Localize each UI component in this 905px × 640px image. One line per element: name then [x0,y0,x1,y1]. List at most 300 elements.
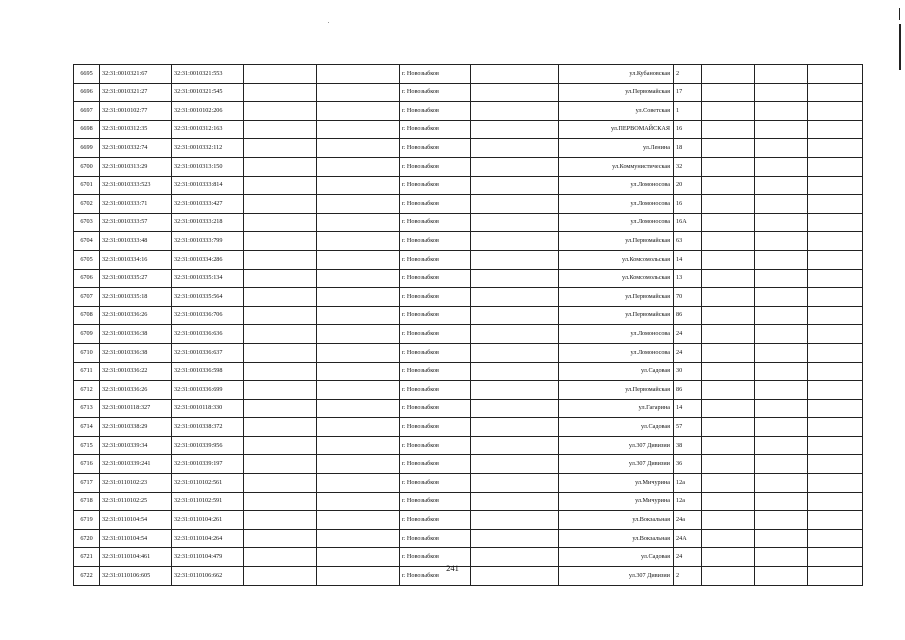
blank-cell-cell [244,362,317,381]
house-number-cell: 86 [674,306,702,325]
blank-cell-cell [244,418,317,437]
blank-cell-cell [702,213,755,232]
street-cell: ул.Первомайская [559,288,674,307]
blank-cell-cell [755,511,808,530]
locality-cell: г. Новозыбков [400,381,471,400]
cadastral-number-cell: 32:31:0110104:461 [100,548,172,567]
object-cadastral-number-cell: 32:31:0110102:591 [172,492,244,511]
object-cadastral-number-cell: 32:31:0010338:372 [172,418,244,437]
blank-cell-cell [702,288,755,307]
blank-cell-cell [471,492,559,511]
blank-cell-cell [755,139,808,158]
object-cadastral-number-cell: 32:31:0010336:637 [172,343,244,362]
blank-cell-cell [317,83,400,102]
blank-cell-cell [808,250,863,269]
row-number-cell: 6717 [74,474,100,493]
blank-cell-cell [244,65,317,84]
locality-cell: г. Новозыбков [400,288,471,307]
house-number-cell: 24А [674,529,702,548]
street-cell: ул.Комсомольская [559,269,674,288]
object-cadastral-number-cell: 32:31:0010336:706 [172,306,244,325]
house-number-cell: 12а [674,492,702,511]
blank-cell-cell [317,381,400,400]
object-cadastral-number-cell: 32:31:0010339:197 [172,455,244,474]
blank-cell-cell [244,102,317,121]
blank-cell-cell [471,362,559,381]
blank-cell-cell [702,362,755,381]
table-row [74,362,863,381]
row-number-cell: 6706 [74,269,100,288]
street-cell: ул.Советская [559,102,674,121]
table-row [74,474,863,493]
table-row [74,157,863,176]
blank-cell-cell [471,139,559,158]
object-cadastral-number-cell: 32:31:0010333:427 [172,195,244,214]
street-cell: ул.ПЕРВОМАЙСКАЯ [559,120,674,139]
house-number-cell: 24а [674,511,702,530]
house-number-cell: 24 [674,548,702,567]
table-row [74,288,863,307]
blank-cell-cell [244,83,317,102]
blank-cell-cell [808,306,863,325]
street-cell: ул.Мичурина [559,474,674,493]
cadastral-number-cell: 32:31:0010339:34 [100,436,172,455]
blank-cell-cell [471,120,559,139]
row-number-cell: 6708 [74,306,100,325]
blank-cell-cell [317,120,400,139]
blank-cell-cell [702,102,755,121]
blank-cell-cell [755,325,808,344]
blank-cell-cell [808,418,863,437]
blank-cell-cell [808,83,863,102]
locality-cell: г. Новозыбков [400,176,471,195]
house-number-cell: 36 [674,455,702,474]
locality-cell: г. Новозыбков [400,213,471,232]
row-number-cell: 6721 [74,548,100,567]
street-cell: ул.Ломоносова [559,213,674,232]
row-number-cell: 6702 [74,195,100,214]
blank-cell-cell [471,306,559,325]
object-cadastral-number-cell: 32:31:0010102:206 [172,102,244,121]
house-number-cell: 86 [674,381,702,400]
house-number-cell: 13 [674,269,702,288]
street-cell: ул.Первомайская [559,83,674,102]
blank-cell-cell [755,474,808,493]
blank-cell-cell [317,250,400,269]
blank-cell-cell [317,455,400,474]
blank-cell-cell [808,65,863,84]
table-row [74,139,863,158]
locality-cell: г. Новозыбков [400,548,471,567]
blank-cell-cell [317,511,400,530]
blank-cell-cell [808,232,863,251]
blank-cell-cell [755,65,808,84]
object-cadastral-number-cell: 32:31:0010332:112 [172,139,244,158]
cadastral-number-cell: 32:31:0110104:54 [100,511,172,530]
cadastral-number-cell: 32:31:0010333:48 [100,232,172,251]
object-cadastral-number-cell: 32:31:0010336:636 [172,325,244,344]
blank-cell-cell [471,176,559,195]
locality-cell: г. Новозыбков [400,399,471,418]
blank-cell-cell [808,381,863,400]
row-number-cell: 6704 [74,232,100,251]
locality-cell: г. Новозыбков [400,250,471,269]
table-row [74,511,863,530]
object-cadastral-number-cell: 32:31:0110104:261 [172,511,244,530]
blank-cell-cell [755,455,808,474]
blank-cell-cell [317,102,400,121]
street-cell: ул.307 Дивизии [559,567,674,586]
blank-cell-cell [702,139,755,158]
locality-cell: г. Новозыбков [400,306,471,325]
house-number-cell: 30 [674,362,702,381]
blank-cell-cell [702,399,755,418]
row-number-cell: 6705 [74,250,100,269]
blank-cell-cell [471,232,559,251]
street-cell: ул.Первомайская [559,306,674,325]
blank-cell-cell [317,343,400,362]
locality-cell: г. Новозыбков [400,529,471,548]
blank-cell-cell [471,511,559,530]
object-cadastral-number-cell: 32:31:0010336:699 [172,381,244,400]
blank-cell-cell [702,195,755,214]
blank-cell-cell [317,195,400,214]
blank-cell-cell [808,269,863,288]
blank-cell-cell [755,362,808,381]
blank-cell-cell [755,120,808,139]
blank-cell-cell [702,343,755,362]
row-number-cell: 6714 [74,418,100,437]
table-body [74,65,863,586]
house-number-cell: 17 [674,83,702,102]
house-number-cell: 24 [674,325,702,344]
blank-cell-cell [317,474,400,493]
table-row [74,213,863,232]
table-row [74,325,863,344]
row-number-cell: 6699 [74,139,100,158]
table-row [74,250,863,269]
row-number-cell: 6709 [74,325,100,344]
table-row [74,102,863,121]
blank-cell-cell [702,306,755,325]
blank-cell-cell [317,418,400,437]
locality-cell: г. Новозыбков [400,492,471,511]
blank-cell-cell [244,325,317,344]
row-number-cell: 6713 [74,399,100,418]
table-row [74,381,863,400]
house-number-cell: 14 [674,250,702,269]
street-cell: ул.Гагарина [559,399,674,418]
blank-cell-cell [755,436,808,455]
table-row [74,120,863,139]
blank-cell-cell [471,418,559,437]
locality-cell: г. Новозыбков [400,362,471,381]
street-cell: ул.Комсомольская [559,250,674,269]
blank-cell-cell [317,399,400,418]
locality-cell: г. Новозыбков [400,269,471,288]
blank-cell-cell [755,176,808,195]
blank-cell-cell [317,65,400,84]
blank-cell-cell [808,120,863,139]
blank-cell-cell [755,83,808,102]
register-table [73,64,863,586]
blank-cell-cell [808,362,863,381]
object-cadastral-number-cell: 32:31:0010312:163 [172,120,244,139]
blank-cell-cell [702,176,755,195]
row-number-cell: 6698 [74,120,100,139]
table-row [74,399,863,418]
blank-cell-cell [471,381,559,400]
locality-cell: г. Новозыбков [400,436,471,455]
cadastral-number-cell: 32:31:0110102:23 [100,474,172,493]
house-number-cell: 57 [674,418,702,437]
blank-cell-cell [808,455,863,474]
blank-cell-cell [471,157,559,176]
locality-cell: г. Новозыбков [400,102,471,121]
blank-cell-cell [471,399,559,418]
blank-cell-cell [317,232,400,251]
blank-cell-cell [244,139,317,158]
house-number-cell: 16 [674,195,702,214]
blank-cell-cell [244,120,317,139]
blank-cell-cell [808,213,863,232]
table-row [74,65,863,84]
house-number-cell: 12а [674,474,702,493]
object-cadastral-number-cell: 32:31:0010333:814 [172,176,244,195]
blank-cell-cell [317,325,400,344]
blank-cell-cell [317,436,400,455]
house-number-cell: 63 [674,232,702,251]
blank-cell-cell [808,176,863,195]
street-cell: ул.Садовая [559,548,674,567]
blank-cell-cell [471,250,559,269]
house-number-cell: 14 [674,399,702,418]
row-number-cell: 6695 [74,65,100,84]
row-number-cell: 6715 [74,436,100,455]
street-cell: ул.Ломоносова [559,325,674,344]
object-cadastral-number-cell: 32:31:0010333:218 [172,213,244,232]
blank-cell-cell [471,474,559,493]
blank-cell-cell [244,176,317,195]
object-cadastral-number-cell: 32:31:0010321:545 [172,83,244,102]
blank-cell-cell [755,102,808,121]
row-number-cell: 6700 [74,157,100,176]
house-number-cell: 32 [674,157,702,176]
blank-cell-cell [808,399,863,418]
blank-cell-cell [808,436,863,455]
blank-cell-cell [808,529,863,548]
object-cadastral-number-cell: 32:31:0010335:564 [172,288,244,307]
cadastral-number-cell: 32:31:0010336:26 [100,306,172,325]
table-row [74,232,863,251]
locality-cell: г. Новозыбков [400,474,471,493]
table-row [74,195,863,214]
blank-cell-cell [755,492,808,511]
object-cadastral-number-cell: 32:31:0010321:553 [172,65,244,84]
blank-cell-cell [702,120,755,139]
scan-edge-mark [899,8,900,20]
cadastral-number-cell: 32:31:0010335:18 [100,288,172,307]
object-cadastral-number-cell: 32:31:0110104:479 [172,548,244,567]
cadastral-number-cell: 32:31:0010312:35 [100,120,172,139]
blank-cell-cell [808,325,863,344]
blank-cell-cell [755,288,808,307]
cadastral-number-cell: 32:31:0010334:16 [100,250,172,269]
blank-cell-cell [471,65,559,84]
blank-cell-cell [471,343,559,362]
cadastral-number-cell: 32:31:0010332:74 [100,139,172,158]
blank-cell-cell [755,269,808,288]
cadastral-number-cell: 32:31:0010336:26 [100,381,172,400]
cadastral-number-cell: 32:31:0110104:54 [100,529,172,548]
locality-cell: г. Новозыбков [400,83,471,102]
blank-cell-cell [317,306,400,325]
blank-cell-cell [702,455,755,474]
cadastral-number-cell: 32:31:0010339:241 [100,455,172,474]
house-number-cell: 2 [674,567,702,586]
street-cell: ул.Вокзальная [559,511,674,530]
street-cell: ул.Первомайская [559,381,674,400]
blank-cell-cell [244,232,317,251]
row-number-cell: 6716 [74,455,100,474]
blank-cell-cell [317,288,400,307]
blank-cell-cell [702,269,755,288]
blank-cell-cell [244,474,317,493]
blank-cell-cell [755,381,808,400]
cadastral-number-cell: 32:31:0010321:67 [100,65,172,84]
street-cell: ул.Садовая [559,362,674,381]
blank-cell-cell [471,325,559,344]
locality-cell: г. Новозыбков [400,120,471,139]
scan-edge-mark [899,24,901,70]
blank-cell-cell [244,455,317,474]
blank-cell-cell [317,492,400,511]
locality-cell: г. Новозыбков [400,195,471,214]
blank-cell-cell [755,529,808,548]
table-row [74,83,863,102]
blank-cell-cell [317,139,400,158]
object-cadastral-number-cell: 32:31:0010334:286 [172,250,244,269]
object-cadastral-number-cell: 32:31:0010339:956 [172,436,244,455]
blank-cell-cell [808,102,863,121]
blank-cell-cell [702,529,755,548]
locality-cell: г. Новозыбков [400,418,471,437]
blank-cell-cell [244,399,317,418]
blank-cell-cell [244,157,317,176]
street-cell: ул.Ломоносова [559,176,674,195]
blank-cell-cell [702,492,755,511]
scan-speck [328,22,329,23]
street-cell: ул.307 Дивизии [559,455,674,474]
table-row [74,455,863,474]
blank-cell-cell [702,250,755,269]
blank-cell-cell [702,418,755,437]
cadastral-number-cell: 32:31:0010333:523 [100,176,172,195]
blank-cell-cell [471,455,559,474]
blank-cell-cell [317,362,400,381]
table-row [74,418,863,437]
row-number-cell: 6718 [74,492,100,511]
blank-cell-cell [317,269,400,288]
row-number-cell: 6697 [74,102,100,121]
table-row [74,343,863,362]
blank-cell-cell [317,157,400,176]
row-number-cell: 6720 [74,529,100,548]
blank-cell-cell [244,195,317,214]
locality-cell: г. Новозыбков [400,511,471,530]
blank-cell-cell [755,213,808,232]
table-row [74,269,863,288]
row-number-cell: 6696 [74,83,100,102]
blank-cell-cell [755,232,808,251]
object-cadastral-number-cell: 32:31:0010333:799 [172,232,244,251]
object-cadastral-number-cell: 32:31:0110102:561 [172,474,244,493]
cadastral-number-cell: 32:31:0010102:77 [100,102,172,121]
cadastral-number-cell: 32:31:0010118:327 [100,399,172,418]
object-cadastral-number-cell: 32:31:0110106:662 [172,567,244,586]
blank-cell-cell [808,139,863,158]
blank-cell-cell [471,195,559,214]
row-number-cell: 6711 [74,362,100,381]
street-cell: ул.Ломоносова [559,343,674,362]
house-number-cell: 38 [674,436,702,455]
house-number-cell: 20 [674,176,702,195]
street-cell: ул.Садовая [559,418,674,437]
blank-cell-cell [471,436,559,455]
table-row [74,492,863,511]
street-cell: ул.Ломоносова [559,195,674,214]
blank-cell-cell [471,213,559,232]
blank-cell-cell [244,343,317,362]
table-row [74,436,863,455]
blank-cell-cell [471,102,559,121]
street-cell: ул.Кубановская [559,65,674,84]
blank-cell-cell [755,306,808,325]
cadastral-number-cell: 32:31:0010333:57 [100,213,172,232]
blank-cell-cell [244,511,317,530]
blank-cell-cell [702,436,755,455]
house-number-cell: 16А [674,213,702,232]
row-number-cell: 6703 [74,213,100,232]
blank-cell-cell [702,511,755,530]
table-row [74,176,863,195]
blank-cell-cell [702,325,755,344]
street-cell: ул.Ленина [559,139,674,158]
blank-cell-cell [755,157,808,176]
row-number-cell: 6710 [74,343,100,362]
cadastral-number-cell: 32:31:0010313:29 [100,157,172,176]
blank-cell-cell [702,65,755,84]
blank-cell-cell [702,381,755,400]
locality-cell: г. Новозыбков [400,157,471,176]
cadastral-number-cell: 32:31:0010338:29 [100,418,172,437]
house-number-cell: 24 [674,343,702,362]
table-row [74,529,863,548]
blank-cell-cell [702,232,755,251]
house-number-cell: 16 [674,120,702,139]
blank-cell-cell [244,306,317,325]
locality-cell: г. Новозыбков [400,65,471,84]
row-number-cell: 6712 [74,381,100,400]
blank-cell-cell [702,157,755,176]
house-number-cell: 1 [674,102,702,121]
object-cadastral-number-cell: 32:31:0010313:150 [172,157,244,176]
blank-cell-cell [244,213,317,232]
blank-cell-cell [808,511,863,530]
blank-cell-cell [808,288,863,307]
blank-cell-cell [317,176,400,195]
blank-cell-cell [244,381,317,400]
